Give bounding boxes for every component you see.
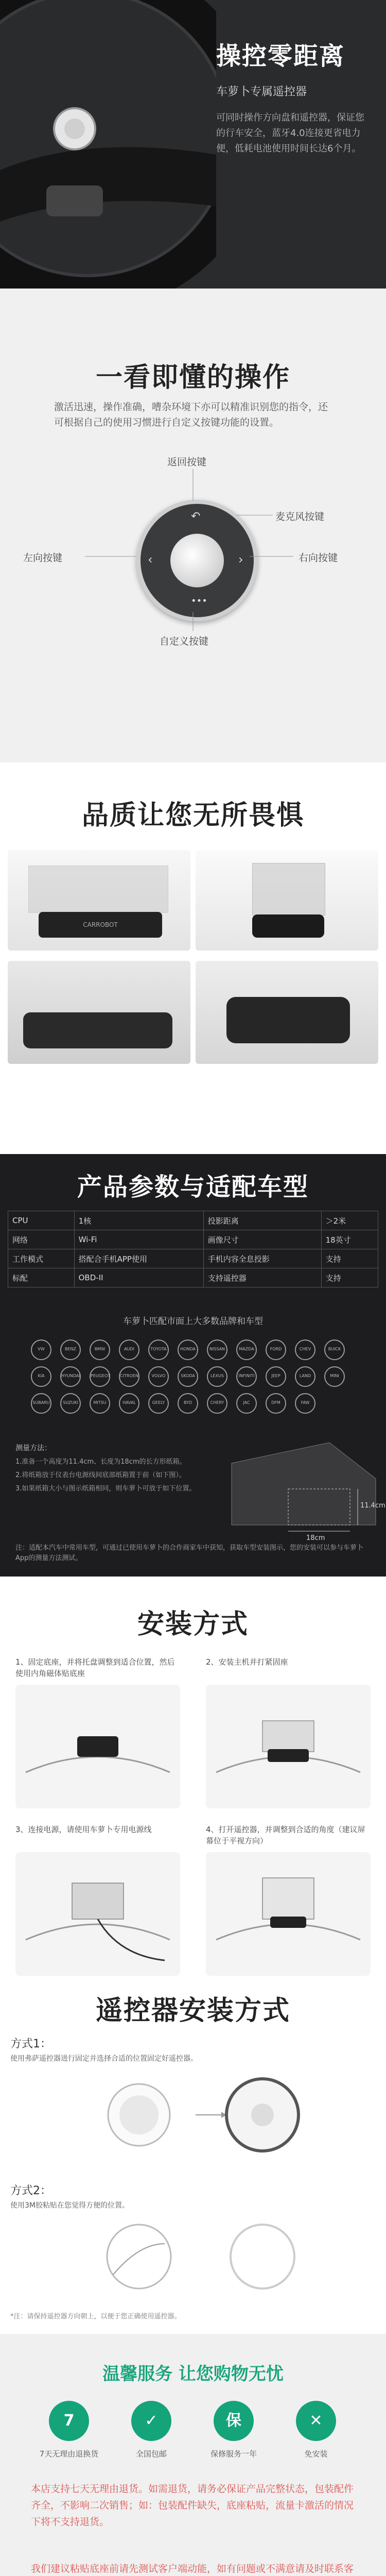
hero-subtitle: 车萝卜专属遥控器 [216, 86, 307, 98]
brand-logo-icon: PEUGEOT [90, 1366, 110, 1387]
service-label-4: 免安装 [304, 2449, 328, 2459]
service-icon-1: 7 [49, 2401, 89, 2441]
install-step-2-text: 2、安装主机并打紧固座 [206, 1657, 288, 1667]
service-icon-2: ✓ [131, 2401, 171, 2441]
brand-logo-icon: NISSAN [207, 1340, 227, 1360]
spec-row [8, 1230, 378, 1249]
service-para-1: 本店支持七天无理由退货。如需退货，请务必保证产品完整状态，包装配件齐全，不影响二次销售；如：包装配件缺失，底座粘贴，流量卡激活的情况下将不支持退货。 [31, 2483, 354, 2528]
brand-logo-icon: HYUNDAI [60, 1366, 81, 1387]
install-step-4-text: 4、打开遥控器，并调整到合适的角度（建议屏幕位于平视方向） [206, 1825, 365, 1845]
control-description: 激活迅速，操作准确，嘈杂环境下亦可以精准识别您的指令，还可根据自己的使用习惯进行自定义按键功能的设置。 [54, 401, 328, 428]
spec-cell: 支持 [321, 1249, 378, 1268]
remote-method-1-desc: 使用弗萨遥控器进行固定并选择合适的位置固定好遥控器。 [10, 2055, 198, 2063]
brand-logo-icon: BUICK [324, 1340, 345, 1360]
measure-title: 测量方法： [15, 1444, 51, 1452]
brands-caption: 车萝卜匹配市面上大多数品牌和车型 [123, 1316, 263, 1327]
install-section [0, 1577, 386, 1984]
params-section [0, 1154, 386, 1577]
install-step-3-image [15, 1852, 180, 1976]
brand-logo-icon: AUDI [119, 1340, 139, 1360]
params-note: 注：适配本汽车中常用车型，可通过已使用车萝卜的合作商家车中获知，获取车型安装图示，您的安装可以参与车萝卜App的测量方法测试。 [15, 1544, 364, 1562]
label-mic: 麦克风按键 [275, 511, 325, 522]
control-title: 一看即懂的操作 [95, 362, 290, 393]
brand-logo-icon: BENZ [60, 1340, 81, 1360]
brand-logo-icon: CHEV [295, 1340, 315, 1360]
remote-method-1-title: 方式1： [10, 2038, 51, 2050]
spec-cell: 画像尺寸 [203, 1230, 321, 1249]
back-button-icon: ↶ [191, 510, 201, 523]
control-section [0, 289, 386, 762]
product-photo-4 [196, 961, 378, 1064]
spec-cell: 支持 [321, 1268, 378, 1287]
remote-install-title: 遥控器安装方式 [95, 1995, 290, 2026]
label-left: 左向按键 [23, 552, 63, 564]
spec-cell: CPU [8, 1211, 75, 1230]
measure-block [15, 1443, 216, 1494]
spec-cell: 标配 [8, 1268, 75, 1287]
install-step-1-text: 1、固定底座，并将托盘调整到适合位置，然后使用内角磁体贴底座 [15, 1657, 175, 1678]
hero-section [0, 0, 386, 289]
brand-logo-icon: HAVAL [119, 1393, 139, 1414]
measure-diagram [226, 1432, 381, 1540]
brand-logo-icon: CITROEN [119, 1366, 139, 1387]
leader-lines [0, 289, 386, 762]
measure-step-3: 3.如果纸箱大小与图示纸箱相同，则车萝卜可放于如下位置。 [15, 1485, 196, 1493]
install-step-1-image [15, 1685, 180, 1808]
brand-logo-icon: BMW [90, 1340, 110, 1360]
spec-table [8, 1211, 378, 1287]
measure-length: 18cm [306, 1534, 325, 1542]
service-icon-4: ✕ [296, 2401, 336, 2441]
right-button-icon: › [238, 552, 243, 567]
brand-logo-icon: MITSU [90, 1393, 110, 1414]
remote-method-2-title: 方式2： [10, 2184, 51, 2197]
params-title: 产品参数与适配车型 [77, 1173, 309, 1201]
spec-cell: 1核 [74, 1211, 203, 1230]
brand-logo-icon: INFINITI [236, 1366, 257, 1387]
spec-cell: 支持遥控器 [203, 1268, 321, 1287]
brand-logo-icon: GEELY [148, 1393, 169, 1414]
spec-row [8, 1211, 378, 1230]
brand-logo-icon: LAND [295, 1366, 315, 1387]
spec-cell: ＞2米 [321, 1211, 378, 1230]
custom-button-icon: ••• [191, 596, 207, 606]
label-back: 返回按键 [167, 456, 207, 468]
brand-logo-icon: LEXUS [207, 1366, 227, 1387]
product-photo-1 [8, 850, 190, 951]
remote-install-note: *注：请保持遥控器方向朝上，以便于您正确使用遥控器。 [10, 2313, 181, 2320]
label-custom: 自定义按键 [160, 636, 209, 647]
brand-logo-icon: HONDA [178, 1340, 198, 1360]
spec-cell: 搭配合手机APP使用 [74, 1249, 203, 1268]
spec-cell: OBD-II [74, 1268, 203, 1287]
brand-logo-icon: TOYOTA [148, 1340, 169, 1360]
measure-height: 11.4cm [360, 1502, 385, 1510]
brand-logo-icon: FAW [295, 1393, 315, 1414]
spec-row [8, 1268, 378, 1287]
remote-install-section [0, 1984, 386, 2334]
service-icon-3: 保 [214, 2401, 254, 2441]
brand-logo-icon: VW [31, 1340, 51, 1360]
brand-logo-icon: FORD [266, 1340, 286, 1360]
spec-cell: 18英寸 [321, 1230, 378, 1249]
spec-cell: 工作模式 [8, 1249, 75, 1268]
brand-logo-icon: SUBARU [31, 1393, 51, 1414]
spec-cell: Wi-Fi [74, 1230, 203, 1249]
brand-logo-icon: JEEP [266, 1366, 286, 1387]
quality-title: 品质让您无所畏惧 [81, 800, 304, 831]
spec-cell: 网络 [8, 1230, 75, 1249]
brand-logo-icon: MAZDA [236, 1340, 257, 1360]
left-button-icon: ‹ [148, 552, 153, 567]
product-photo-3 [8, 961, 190, 1064]
product-photo-2 [196, 850, 378, 951]
quality-section [0, 762, 386, 1154]
hero-title: 操控零距离 [216, 42, 345, 71]
hero-description: 可同时操作方向盘和遥控器，保证您的行车安全，蓝牙4.0连接更省电力便，低耗电池使用时间长达6个月。 [216, 112, 364, 154]
service-title: 温馨服务 让您购物无忧 [102, 2364, 284, 2384]
spec-row [8, 1249, 378, 1268]
service-para-2: 我们建议粘贴底座前请先测试客户端动能，如有问题或不满意请及时联系客 [31, 2563, 354, 2574]
remote-method-2-image [77, 2213, 309, 2300]
brand-logo-icon: VOLVO [148, 1366, 169, 1387]
brand-logo-icon: JAC [236, 1393, 257, 1414]
service-label-3: 保修服务一年 [210, 2449, 257, 2459]
brand-logo-icon: BYD [178, 1393, 198, 1414]
brand-logo-icon: CHERY [207, 1393, 227, 1414]
spec-cell: 投影距离 [203, 1211, 321, 1230]
install-step-4-image [206, 1852, 371, 1976]
install-step-2-image [206, 1685, 371, 1808]
measure-step-1: 1.准备一个高度为11.4cm、长度为18cm的长方形纸箱。 [15, 1458, 186, 1466]
service-label-1: 7天无理由退换货 [39, 2449, 99, 2459]
brand-logo-icon: KIA [31, 1366, 51, 1387]
brand-logo-icon: DFM [266, 1393, 286, 1414]
measure-step-2: 2.将纸箱放于仪表台电源线间底部纸箱置于前（如下图）。 [15, 1471, 186, 1479]
remote-method-1-image [77, 2069, 309, 2166]
service-label-2: 全国包邮 [135, 2449, 167, 2459]
label-right: 右向按键 [299, 552, 338, 564]
brand-logo-icon: SUZUKI [60, 1393, 81, 1414]
service-section [0, 2334, 386, 2576]
install-step-3-text: 3、连接电源，请使用车萝卜专用电源线 [15, 1825, 152, 1834]
install-title: 安装方式 [137, 1609, 249, 1640]
product-brand-text: CARROBOT [39, 912, 162, 938]
spec-cell: 手机内容全息投影 [203, 1249, 321, 1268]
brand-logo-icon: SKODA [178, 1366, 198, 1387]
brand-logo-grid [31, 1340, 355, 1422]
steering-wheel-image [0, 0, 216, 289]
brand-logo-icon: MINI [324, 1366, 345, 1387]
remote-method-2-desc: 使用3M胶粘贴在您觉得方便的位置。 [10, 2201, 129, 2210]
